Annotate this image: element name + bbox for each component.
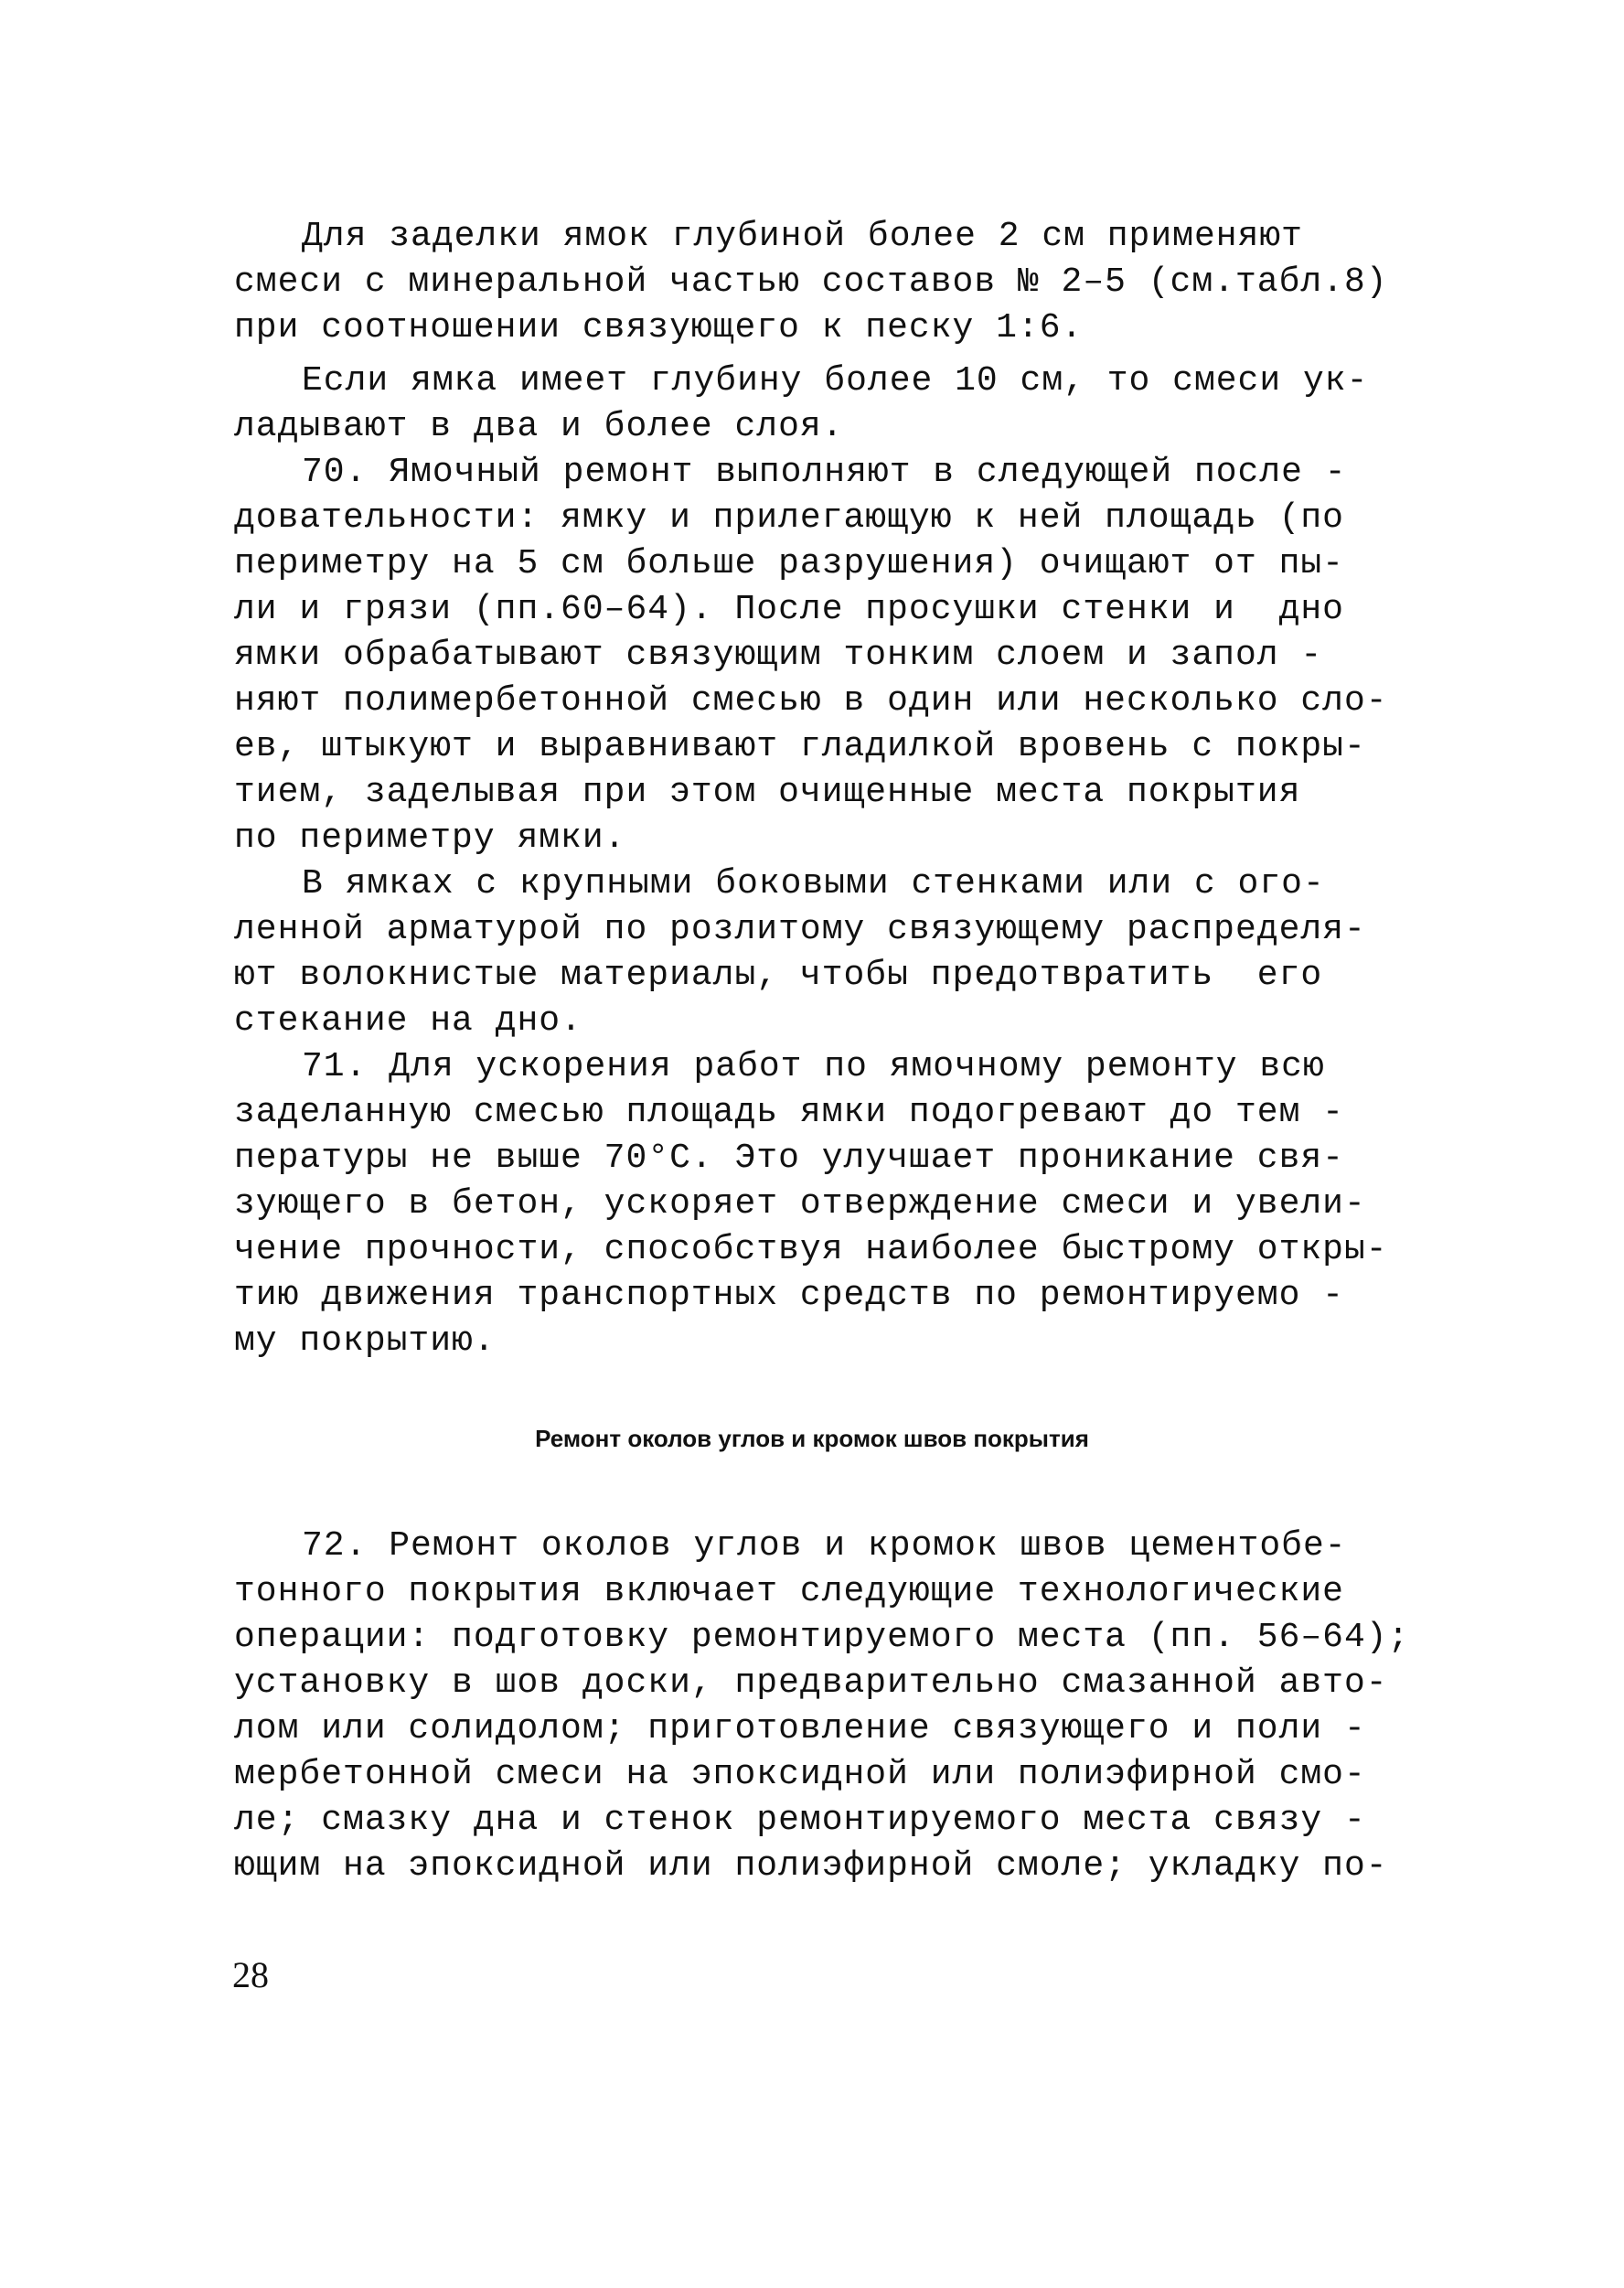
- text-line: ленной арматурой по розлитому связующему распределя-: [234, 910, 1366, 949]
- text-line: тонного покрытия включает следующие технологические: [234, 1572, 1344, 1611]
- section-heading: Ремонт околов углов и кромок швов покрытия: [535, 1425, 1089, 1452]
- text-line: чение прочности, способствуя наиболее быстрому откры-: [234, 1230, 1388, 1269]
- text-line: ющим на эпоксидной или полиэфирной смоле; укладку по-: [234, 1846, 1388, 1886]
- text-line: периметру на 5 см больше разрушения) очищают от пы-: [234, 544, 1344, 583]
- text-line: 70. Ямочный ремонт выполняют в следующей после -: [302, 453, 1347, 492]
- text-line: зующего в бетон, ускоряет отверждение смеси и увели-: [234, 1184, 1366, 1224]
- text-line: операции: подготовку ремонтируемого места (пп. 56–64);: [234, 1618, 1410, 1657]
- text-line: ямки обрабатывают связующим тонким слоем и запол -: [234, 636, 1323, 675]
- text-line: стекание на дно.: [234, 1001, 582, 1041]
- text-line: ладывают в два и более слоя.: [234, 407, 844, 446]
- text-line: Для заделки ямок глубиной более 2 см применяют: [302, 217, 1303, 256]
- text-line: тию движения транспортных средств по ремонтируемо -: [234, 1276, 1344, 1315]
- text-line: лом или солидолом; приготовление связующего и поли -: [234, 1709, 1366, 1748]
- text-line: няют полимербетонной смесью в один или несколько сло-: [234, 681, 1388, 721]
- text-line: пературы не выше 70°С. Это улучшает проникание свя-: [234, 1139, 1344, 1178]
- text-line: ли и грязи (пп.60–64). После просушки стенки и дно: [234, 590, 1344, 629]
- text-line: при соотношении связующего к песку 1:6.: [234, 308, 1084, 347]
- text-line: заделанную смесью площадь ямки подогревают до тем -: [234, 1093, 1344, 1132]
- text-line: довательности: ямку и прилегающую к ней площадь (по: [234, 498, 1344, 538]
- text-line: смеси с минеральной частью составов № 2–5 (см.табл.8): [234, 262, 1388, 302]
- text-line: по периметру ямки.: [234, 818, 626, 858]
- text-line: Если ямка имеет глубину более 10 см, то смеси ук-: [302, 361, 1369, 401]
- text-line: установку в шов доски, предварительно смазанной авто-: [234, 1663, 1388, 1703]
- text-line: В ямках с крупными боковыми стенками или с ого-: [302, 864, 1325, 903]
- text-line: ле; смазку дна и стенок ремонтируемого места связу -: [234, 1801, 1366, 1840]
- text-line: му покрытию.: [234, 1321, 496, 1361]
- text-line: ют волокнистые материалы, чтобы предотвратить его: [234, 956, 1323, 995]
- text-line: ев, штыкуют и выравнивают гладилкой вровень с покры-: [234, 727, 1366, 766]
- text-line: тием, заделывая при этом очищенные места покрытия: [234, 773, 1301, 812]
- page-number: 28: [232, 1954, 269, 1995]
- text-line: 71. Для ускорения работ по ямочному ремонту всю: [302, 1047, 1325, 1086]
- text-line: мербетонной смеси на эпоксидной или полиэфирной смо-: [234, 1755, 1366, 1794]
- text-line: 72. Ремонт околов углов и кромок швов цементобе-: [302, 1526, 1347, 1566]
